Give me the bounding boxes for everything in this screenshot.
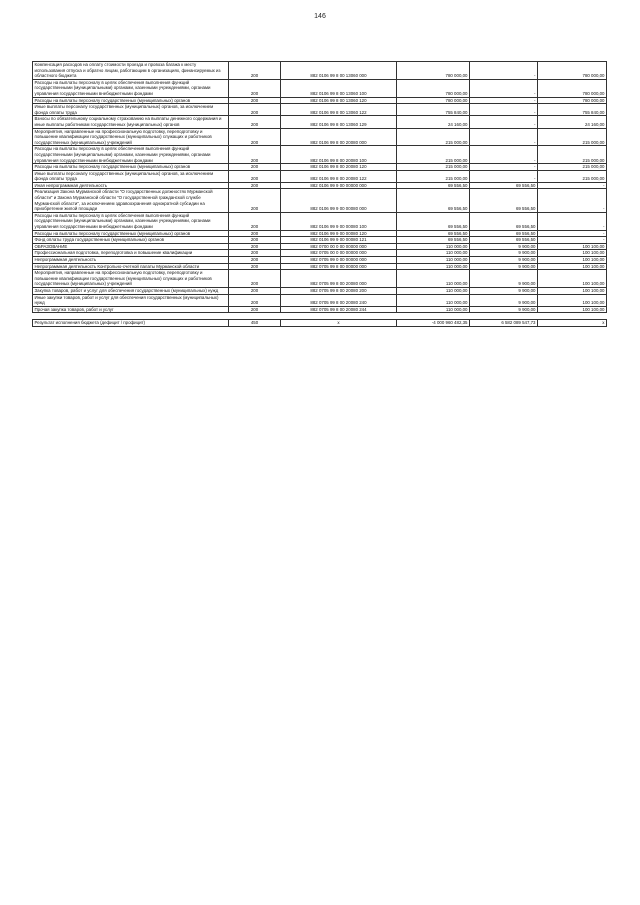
cell-unexecuted: 100 100,00 (538, 250, 607, 257)
cell-unexecuted: 100 100,00 (538, 243, 607, 250)
cell-code: 200 (229, 128, 281, 146)
cell-kbk: 882 0705 00 0 00 00000 000 (281, 250, 397, 257)
cell-name: Непрограммная деятельность (33, 257, 229, 264)
cell-code: 200 (229, 116, 281, 128)
cell-assigned: 110 000,00 (397, 243, 470, 250)
cell-unexecuted: 100 100,00 (538, 306, 607, 313)
cell-code: 200 (229, 230, 281, 237)
cell-name: Закупка товаров, работ и услуг для обеспечения государственных (муниципальных) нужд (33, 287, 229, 294)
table-row (33, 257, 607, 264)
cell-name: Профессиональная подготовка, переподготовка и повышение квалификации (33, 250, 229, 257)
cell-unexecuted: 215 000,00 (538, 146, 607, 164)
cell-code: 200 (229, 287, 281, 294)
cell-kbk: 882 0705 99 8 00 20080 200 (281, 287, 397, 294)
cell-assigned: 69 556,50 (397, 230, 470, 237)
cell-kbk: 882 0700 00 0 00 00000 000 (281, 243, 397, 250)
cell-unexecuted: 755 840,00 (538, 104, 607, 116)
cell-assigned: 110 000,00 (397, 306, 470, 313)
cell-executed: 69 556,50 (470, 189, 538, 212)
cell-assigned: 215 000,00 (397, 170, 470, 182)
cell-kbk: 882 0106 99 9 00 00080 000 (281, 189, 397, 212)
cell-assigned: 110 000,00 (397, 287, 470, 294)
cell-executed: 9 900,00 (470, 306, 538, 313)
table-row (33, 306, 607, 313)
cell-kbk: 882 0705 99 8 00 20080 240 (281, 294, 397, 306)
cell-executed: 69 556,50 (470, 230, 538, 237)
budget-execution-table (32, 61, 607, 327)
cell-unexecuted: 100 100,00 (538, 287, 607, 294)
cell-kbk: 882 0705 99 0 00 00000 000 (281, 257, 397, 264)
cell-assigned: 110 000,00 (397, 270, 470, 288)
cell-executed: - (470, 97, 538, 104)
cell-executed: - (470, 146, 538, 164)
cell-assigned: -4 000 960 482,35 (397, 320, 470, 327)
cell-executed: - (470, 116, 538, 128)
cell-name: Прочая закупка товаров, работ и услуг (33, 306, 229, 313)
cell-assigned: 69 556,50 (397, 182, 470, 189)
table-row (33, 62, 607, 80)
cell-code: 200 (229, 250, 281, 257)
cell-kbk: x (281, 320, 397, 327)
cell-code: 200 (229, 164, 281, 171)
cell-code: 200 (229, 294, 281, 306)
cell-code: 450 (229, 320, 281, 327)
cell-kbk: 882 0106 99 8 00 20080 122 (281, 170, 397, 182)
table-row (33, 79, 607, 97)
cell-unexecuted: - (538, 182, 607, 189)
cell-assigned: 110 000,00 (397, 294, 470, 306)
cell-executed: 9 900,00 (470, 270, 538, 288)
cell-code: 200 (229, 306, 281, 313)
cell-assigned: 780 000,00 (397, 62, 470, 80)
budget-table-body (33, 62, 607, 327)
cell-name: Иные выплаты персоналу государственных (муниципальных) органов, за исключением фонда оплаты труда (33, 170, 229, 182)
cell-unexecuted: x (538, 320, 607, 327)
cell-name: Иные выплаты персоналу государственных (муниципальных) органов, за исключением фонда оплаты труда (33, 104, 229, 116)
cell-code: 200 (229, 212, 281, 230)
cell-executed: 9 900,00 (470, 263, 538, 270)
cell-code: 200 (229, 170, 281, 182)
cell-code: 200 (229, 182, 281, 189)
cell-assigned: 69 556,50 (397, 189, 470, 212)
cell-assigned: 69 556,50 (397, 237, 470, 244)
cell-unexecuted: - (538, 230, 607, 237)
table-row (33, 164, 607, 171)
cell-kbk: 882 0705 99 8 00 20080 000 (281, 270, 397, 288)
table-row (33, 146, 607, 164)
cell-code: 200 (229, 146, 281, 164)
cell-name: Расходы на выплаты персоналу государственных (муниципальных) органов (33, 230, 229, 237)
cell-code: 200 (229, 237, 281, 244)
cell-assigned: 215 000,00 (397, 146, 470, 164)
cell-name: Реализация Закона Мурманской области "О государственных должностях Мурманской области" и Закона Мурманской области "О государственной гражданской службе Мурманской области", за исключением здравоохранения однократной субсидии на приобретение жилой площади (33, 189, 229, 212)
cell-name: Непрограммная деятельность Контрольно-счетной палаты Мурманской области (33, 263, 229, 270)
table-row (33, 212, 607, 230)
cell-unexecuted: 780 000,00 (538, 79, 607, 97)
table-row (33, 243, 607, 250)
cell-code: 200 (229, 263, 281, 270)
cell-unexecuted: - (538, 237, 607, 244)
cell-executed: - (470, 128, 538, 146)
cell-kbk: 882 0106 99 8 00 20080 100 (281, 146, 397, 164)
cell-executed: 69 556,50 (470, 182, 538, 189)
cell-kbk: 882 0106 99 8 00 13060 129 (281, 116, 397, 128)
cell-code: 200 (229, 243, 281, 250)
cell-code: 200 (229, 104, 281, 116)
cell-code: 200 (229, 257, 281, 264)
cell-kbk: 882 0106 99 8 00 20080 120 (281, 164, 397, 171)
cell-executed: 69 556,50 (470, 212, 538, 230)
table-row (33, 270, 607, 288)
table-row (33, 182, 607, 189)
cell-name: Расходы на выплаты персоналу в целях обеспечения выполнения функций государственными (муниципальными) органами, казенными учреждениями, органами управления государственными внебюджетными фондами (33, 146, 229, 164)
cell-name: Расходы на выплаты персоналу государственных (муниципальных) органов (33, 164, 229, 171)
cell-kbk: 882 0705 99 8 00 00000 000 (281, 263, 397, 270)
cell-name: Расходы на выплаты персоналу государственных (муниципальных) органов (33, 97, 229, 104)
table-row (33, 237, 607, 244)
cell-code: 200 (229, 270, 281, 288)
cell-executed: - (470, 104, 538, 116)
cell-name: Результат исполнения бюджета (дефицит / профицит) (33, 320, 229, 327)
cell-executed: 9 900,00 (470, 243, 538, 250)
cell-unexecuted: 780 000,00 (538, 62, 607, 80)
cell-assigned: 780 000,00 (397, 79, 470, 97)
cell-kbk: 882 0705 99 8 00 20080 244 (281, 306, 397, 313)
cell-name: Компенсация расходов на оплату стоимости проезда и провоза багажа к месту использования отпуска и обратно лицам, работающим в организациях, финансируемых из областного бюджета (33, 62, 229, 80)
cell-kbk: 882 0106 99 9 00 00080 121 (281, 237, 397, 244)
cell-assigned: 755 840,00 (397, 104, 470, 116)
cell-assigned: 780 000,00 (397, 97, 470, 104)
table-row (33, 189, 607, 212)
table-row (33, 263, 607, 270)
cell-executed: 9 900,00 (470, 250, 538, 257)
cell-kbk: 882 0106 99 8 00 13060 122 (281, 104, 397, 116)
cell-executed: 9 900,00 (470, 257, 538, 264)
cell-name: Мероприятия, направленные на профессиональную подготовку, переподготовку и повышение квалификации государственных (муниципальных) служащих и работников государственных (муниципальных) учреждений (33, 270, 229, 288)
cell-executed: 9 900,00 (470, 294, 538, 306)
table-row (33, 230, 607, 237)
cell-name: Иные закупки товаров, работ и услуг для обеспечения государственных (муниципальных) нужд (33, 294, 229, 306)
cell-name: Иная непрограммная деятельность (33, 182, 229, 189)
cell-executed: 6 582 089 547,73 (470, 320, 538, 327)
spacer-row (33, 313, 607, 320)
table-row (33, 116, 607, 128)
cell-unexecuted: 100 100,00 (538, 263, 607, 270)
cell-name: Расходы на выплаты персоналу в целях обеспечения выполнения функций государственными (муниципальными) органами, казенными учреждениями, органами управления государственными внебюджетными фондами (33, 79, 229, 97)
cell-assigned: 110 000,00 (397, 257, 470, 264)
spacer-cell (33, 313, 607, 320)
cell-code: 200 (229, 97, 281, 104)
cell-unexecuted: - (538, 189, 607, 212)
cell-executed: - (470, 79, 538, 97)
cell-unexecuted: 780 000,00 (538, 97, 607, 104)
cell-name: Расходы на выплаты персоналу в целях обеспечения выполнения функций государственными (муниципальными) органами, казенными учреждениями, органами управления государственными внебюджетными фондами (33, 212, 229, 230)
cell-executed: - (470, 62, 538, 80)
cell-unexecuted: 215 000,00 (538, 170, 607, 182)
cell-assigned: 24 160,00 (397, 116, 470, 128)
cell-unexecuted: 215 000,00 (538, 164, 607, 171)
cell-kbk: 882 0106 99 9 00 00080 120 (281, 230, 397, 237)
table-row (33, 320, 607, 327)
cell-name: Взносы по обязательному социальному страхованию на выплаты денежного содержания и иные выплаты работникам государственных (муниципальных) органов (33, 116, 229, 128)
cell-kbk: 882 0106 99 8 00 13060 100 (281, 79, 397, 97)
cell-executed: - (470, 164, 538, 171)
cell-unexecuted: 100 100,00 (538, 294, 607, 306)
table-row (33, 104, 607, 116)
cell-name: Фонд оплаты труда государственных (муниципальных) органов (33, 237, 229, 244)
cell-unexecuted: 215 000,00 (538, 128, 607, 146)
table-row (33, 97, 607, 104)
cell-code: 200 (229, 62, 281, 80)
table-row (33, 250, 607, 257)
cell-kbk: 882 0106 99 8 00 20080 000 (281, 128, 397, 146)
cell-code: 200 (229, 79, 281, 97)
cell-executed: - (470, 170, 538, 182)
cell-unexecuted: 100 100,00 (538, 270, 607, 288)
cell-code: 200 (229, 189, 281, 212)
cell-unexecuted: 100 100,00 (538, 257, 607, 264)
cell-kbk: 882 0106 99 8 00 13060 120 (281, 97, 397, 104)
cell-assigned: 110 000,00 (397, 250, 470, 257)
table-row (33, 294, 607, 306)
page-number: 146 (314, 13, 326, 20)
table-row (33, 128, 607, 146)
table-row (33, 287, 607, 294)
cell-name: ОБРАЗОВАНИЕ (33, 243, 229, 250)
cell-kbk: 882 0106 99 9 00 00080 100 (281, 212, 397, 230)
cell-name: Мероприятия, направленные на профессиональную подготовку, переподготовку и повышение квалификации государственных (муниципальных) служащих и работников государственных (муниципальных) учреждений (33, 128, 229, 146)
cell-assigned: 215 000,00 (397, 164, 470, 171)
cell-assigned: 110 000,00 (397, 263, 470, 270)
cell-assigned: 215 000,00 (397, 128, 470, 146)
table-row (33, 170, 607, 182)
cell-unexecuted: 24 160,00 (538, 116, 607, 128)
cell-kbk: 882 0106 99 9 00 00000 000 (281, 182, 397, 189)
cell-kbk: 882 0106 99 8 00 13060 000 (281, 62, 397, 80)
cell-unexecuted: - (538, 212, 607, 230)
cell-executed: 69 556,50 (470, 237, 538, 244)
cell-executed: 9 900,00 (470, 287, 538, 294)
cell-assigned: 69 556,50 (397, 212, 470, 230)
